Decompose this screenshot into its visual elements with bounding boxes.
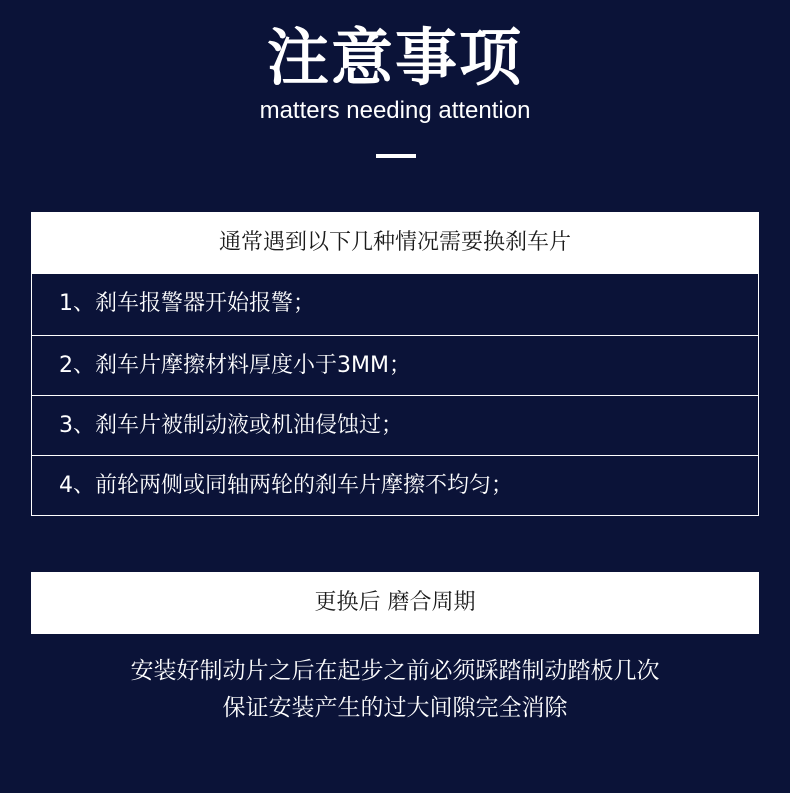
break-in-instruction-line: 安装好制动片之后在起步之前必须踩踏制动踏板几次 bbox=[130, 658, 660, 684]
list-item: 2、刹车片摩擦材料厚度小于3MM； bbox=[32, 335, 758, 395]
break-in-instruction-line: 保证安装产生的过大间隙完全消除 bbox=[222, 695, 568, 721]
page-subtitle: matters needing attention bbox=[259, 97, 531, 124]
title-divider bbox=[376, 154, 416, 158]
page-title: 注意事项 bbox=[266, 21, 523, 94]
list-item: 4、前轮两侧或同轴两轮的刹车片摩擦不均匀； bbox=[32, 455, 758, 515]
section-heading-replacement-conditions: 通常遇到以下几种情况需要换刹车片 bbox=[31, 212, 759, 274]
replacement-conditions-list bbox=[31, 274, 759, 516]
section-heading-break-in-period: 更换后 磨合周期 bbox=[31, 572, 759, 634]
list-item: 1、刹车报警器开始报警； bbox=[59, 291, 315, 316]
list-item: 3、刹车片被制动液或机油侵蚀过； bbox=[32, 395, 758, 455]
